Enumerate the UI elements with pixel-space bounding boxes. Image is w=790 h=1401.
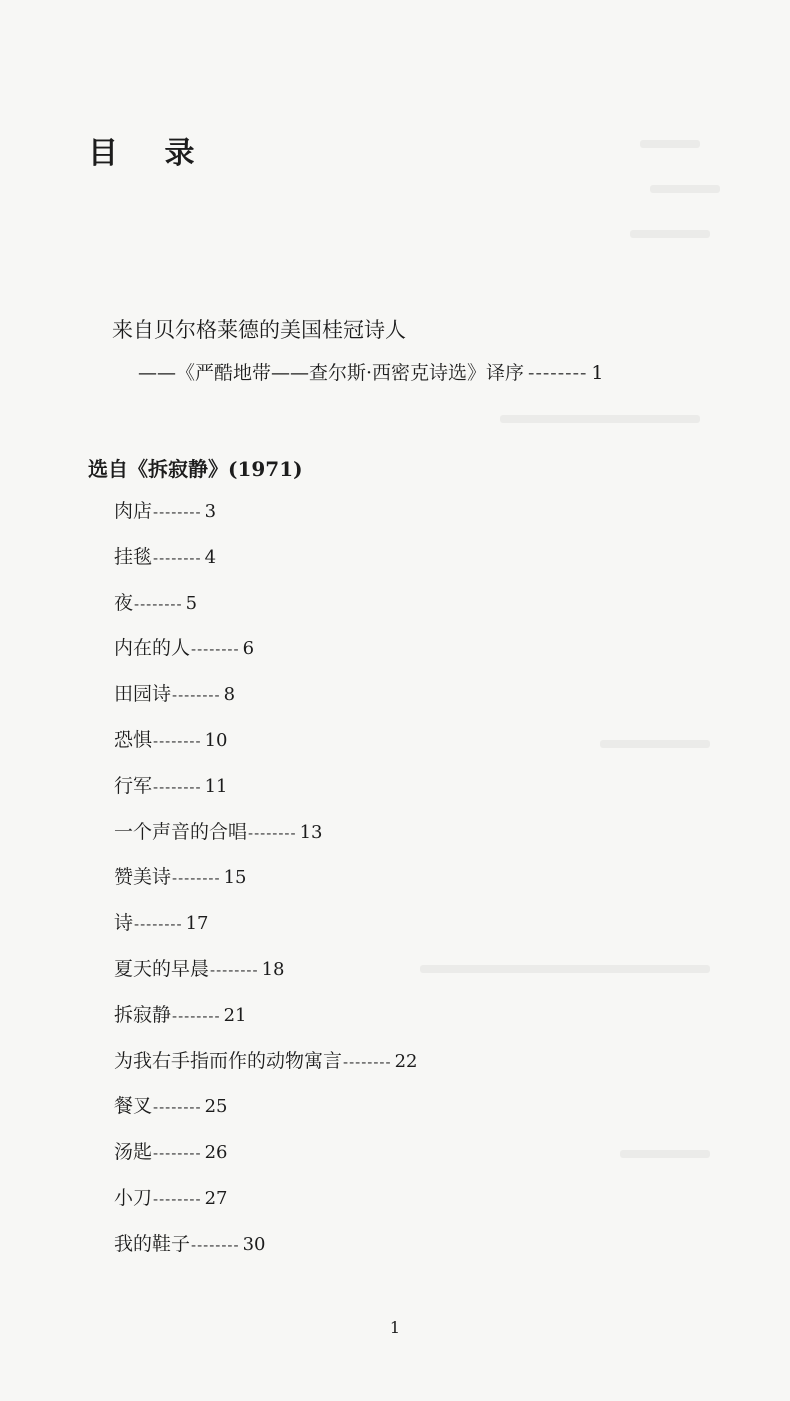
show-through-mark xyxy=(500,415,700,423)
entry-title: 小刀 xyxy=(114,1186,153,1209)
page-number: 27 xyxy=(204,1187,228,1209)
page-number: 25 xyxy=(204,1096,228,1118)
page-number: 4 xyxy=(204,546,217,568)
leader-dots: -------- xyxy=(191,1235,240,1254)
page-number: 8 xyxy=(223,684,236,706)
toc-entry[interactable] xyxy=(114,496,417,542)
toc-entry[interactable] xyxy=(114,725,417,771)
toc-entry[interactable] xyxy=(114,679,417,725)
leader-dots: -------- xyxy=(134,915,183,934)
leader-dots: -------- xyxy=(153,503,202,521)
leader-dots: -------- xyxy=(210,960,259,979)
toc-entry[interactable] xyxy=(114,633,417,679)
show-through-mark xyxy=(600,740,710,748)
page-title: 目 录 xyxy=(88,136,213,171)
show-through-mark xyxy=(650,185,720,193)
entry-title: 一个声音的合唱 xyxy=(114,820,248,843)
page-number: 5 xyxy=(185,592,198,614)
toc-entry[interactable] xyxy=(114,588,417,634)
toc-entry[interactable] xyxy=(114,862,417,908)
leader-dots: -------- xyxy=(172,869,221,888)
page-number: 11 xyxy=(204,775,228,797)
leader-dots: -------- xyxy=(153,1098,202,1117)
leader-dots: -------- xyxy=(172,1006,221,1025)
entry-title: 赞美诗 xyxy=(114,866,172,889)
toc-entry[interactable] xyxy=(114,1137,417,1183)
entry-title: 夜 xyxy=(114,591,134,614)
page-number: 30 xyxy=(242,1233,266,1255)
page-number: 17 xyxy=(185,913,209,935)
page-number: 15 xyxy=(223,867,247,889)
leader-dots: -------- xyxy=(153,1189,202,1208)
leader-dots: -------- xyxy=(153,1144,202,1163)
toc-entry[interactable] xyxy=(114,1046,417,1092)
entry-title: 内在的人 xyxy=(114,637,191,660)
toc-entry[interactable] xyxy=(114,817,417,863)
entry-title: 我的鞋子 xyxy=(114,1232,191,1255)
leader-dots: -------- xyxy=(153,777,202,796)
entry-title: 恐惧 xyxy=(114,728,153,751)
page-number: 3 xyxy=(204,501,217,522)
entry-title: 餐叉 xyxy=(114,1095,153,1118)
show-through-mark xyxy=(420,965,710,973)
toc-entry[interactable] xyxy=(114,1229,417,1275)
leader-dots: -------- xyxy=(153,731,202,750)
toc-entry[interactable] xyxy=(114,771,417,817)
entry-title: 行军 xyxy=(114,774,153,797)
toc-entry[interactable] xyxy=(114,954,417,1000)
folio-page-number: 1 xyxy=(389,1318,401,1337)
page-number: 1 xyxy=(591,362,604,384)
entry-title: 田园诗 xyxy=(114,683,172,706)
page-number: 26 xyxy=(204,1142,228,1164)
entry-title: 拆寂静 xyxy=(114,1003,172,1026)
leader-dots: -------- xyxy=(343,1052,392,1071)
page-number: 18 xyxy=(261,958,285,980)
show-through-mark xyxy=(620,1150,710,1158)
toc-entry[interactable] xyxy=(114,1000,417,1046)
leader-dots: -------- xyxy=(153,548,202,567)
show-through-mark xyxy=(640,140,700,148)
leader-dots: -------- xyxy=(191,640,240,659)
preface-entry[interactable] xyxy=(138,358,604,385)
page-number: 21 xyxy=(223,1004,247,1026)
entry-title: 诗 xyxy=(114,912,134,935)
toc-entry[interactable] xyxy=(114,1091,417,1137)
page-number: 10 xyxy=(204,729,228,751)
show-through-mark xyxy=(630,230,710,238)
preface-title: 来自贝尔格莱德的美国桂冠诗人 xyxy=(112,318,406,342)
leader-dots: -------- xyxy=(172,686,221,705)
toc-entry[interactable] xyxy=(114,542,417,588)
entry-title: 挂毯 xyxy=(114,545,153,568)
page-number: 13 xyxy=(299,821,323,843)
section-title: 选自《拆寂静》(1971) xyxy=(88,457,303,481)
entry-title: 夏天的早晨 xyxy=(114,957,210,980)
leader-dots: -------- xyxy=(248,823,297,842)
toc-entry[interactable] xyxy=(114,908,417,954)
toc-entry[interactable] xyxy=(114,1183,417,1229)
preface-subtitle: ——《严酷地带——查尔斯·西密克诗选》译序 xyxy=(138,362,525,384)
page-number: 6 xyxy=(242,638,255,660)
toc-list xyxy=(114,496,417,1275)
page-number: 22 xyxy=(394,1050,418,1072)
entry-title: 汤匙 xyxy=(114,1141,153,1164)
entry-title: 肉店 xyxy=(114,500,153,522)
leader-dots: -------- xyxy=(134,594,183,613)
leader-dots: -------- xyxy=(528,362,588,384)
entry-title: 为我右手指而作的动物寓言 xyxy=(114,1049,343,1072)
